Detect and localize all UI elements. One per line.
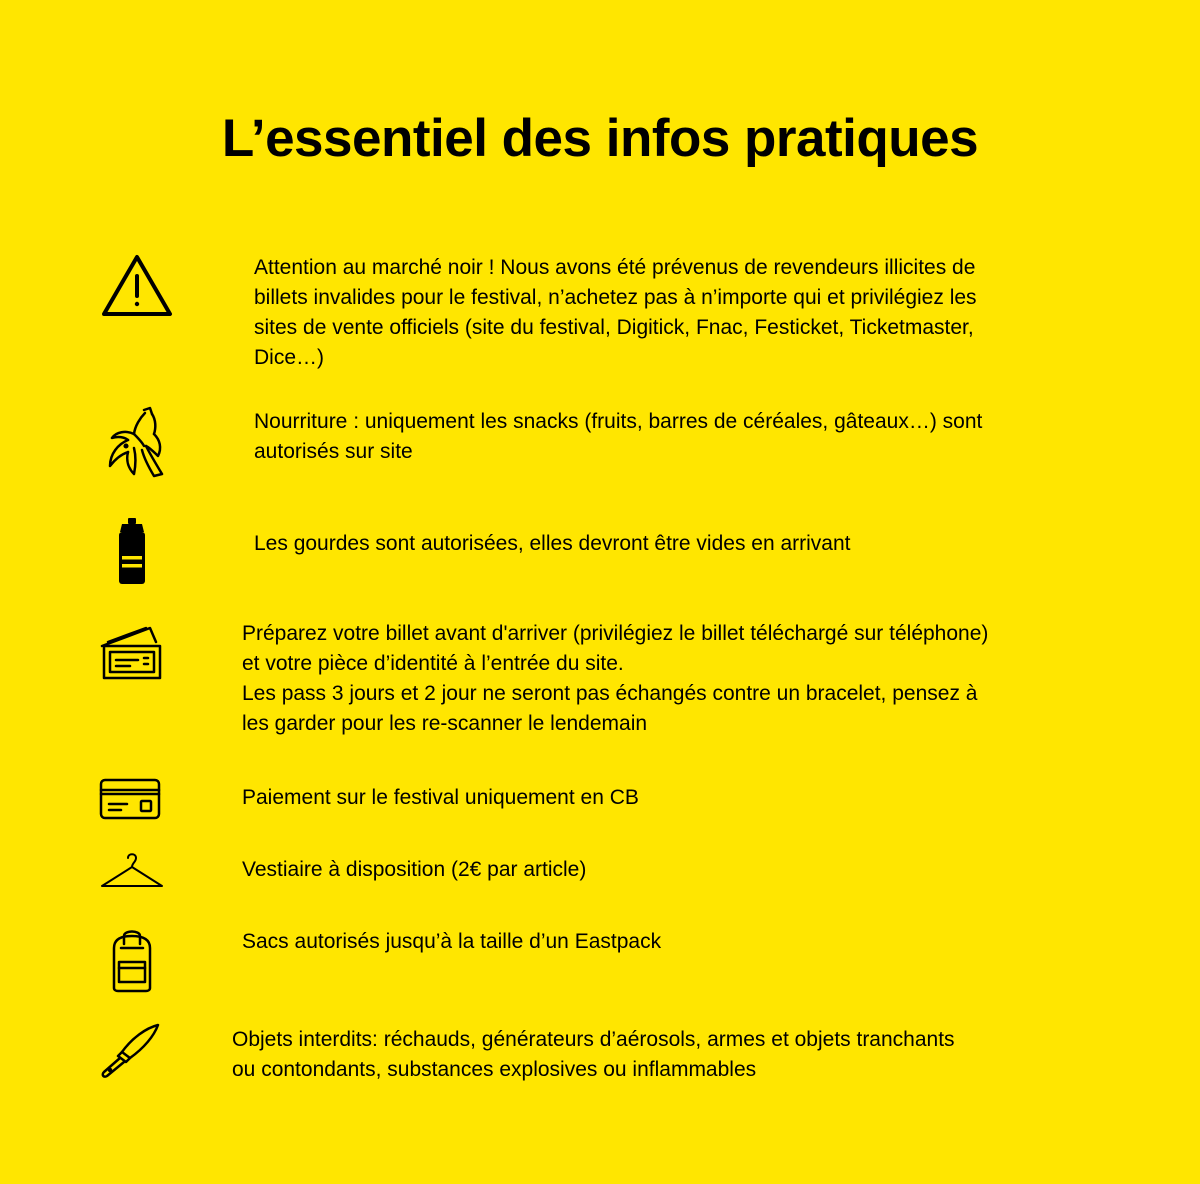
banana-icon — [104, 406, 166, 478]
info-text-tickets: Préparez votre billet avant d'arriver (privilégiez le billet téléchargé sur téléphone) et votre pièce d’identité à l’entrée du site. Les pass 3 jours et 2 jour ne seront pas échangés contre un bracelet, pensez à les garder pour les re-scanner le lendemain — [242, 622, 989, 735]
info-text-warning: Attention au marché noir ! Nous avons été prévenus de revendeurs illicites de billets invalides pour le festival, n’achetez pas à n’importe qui et privilégiez les sites de vente officiels (site du festival, Digitick, Fnac, Festicket, Ticketmaster, Dice…) — [254, 256, 977, 369]
backpack-icon — [110, 928, 154, 994]
coat-hanger-icon — [100, 850, 164, 890]
info-text-bottles: Les gourdes sont autorisées, elles devront être vides en arrivant — [254, 532, 851, 555]
credit-card-icon — [99, 777, 161, 821]
info-text-forbidden: Objets interdits: réchauds, générateurs d’aérosols, armes et objets tranchants ou contondants, substances explosives ou inflammables — [232, 1028, 955, 1081]
info-text-payment: Paiement sur le festival uniquement en CB — [242, 786, 639, 809]
tickets-icon — [100, 624, 164, 682]
warning-icon — [100, 252, 174, 318]
page-title: L’essentiel des infos pratiques — [221, 109, 979, 168]
water-bottle-icon — [114, 516, 150, 586]
info-text-bags: Sacs autorisés jusqu’à la taille d’un Eastpack — [242, 930, 662, 953]
info-text-food: Nourriture : uniquement les snacks (fruits, barres de céréales, gâteaux…) sont autorisés sur site — [254, 410, 983, 463]
info-text-cloakroom: Vestiaire à disposition (2€ par article) — [242, 858, 587, 881]
knife-icon — [98, 1022, 162, 1080]
